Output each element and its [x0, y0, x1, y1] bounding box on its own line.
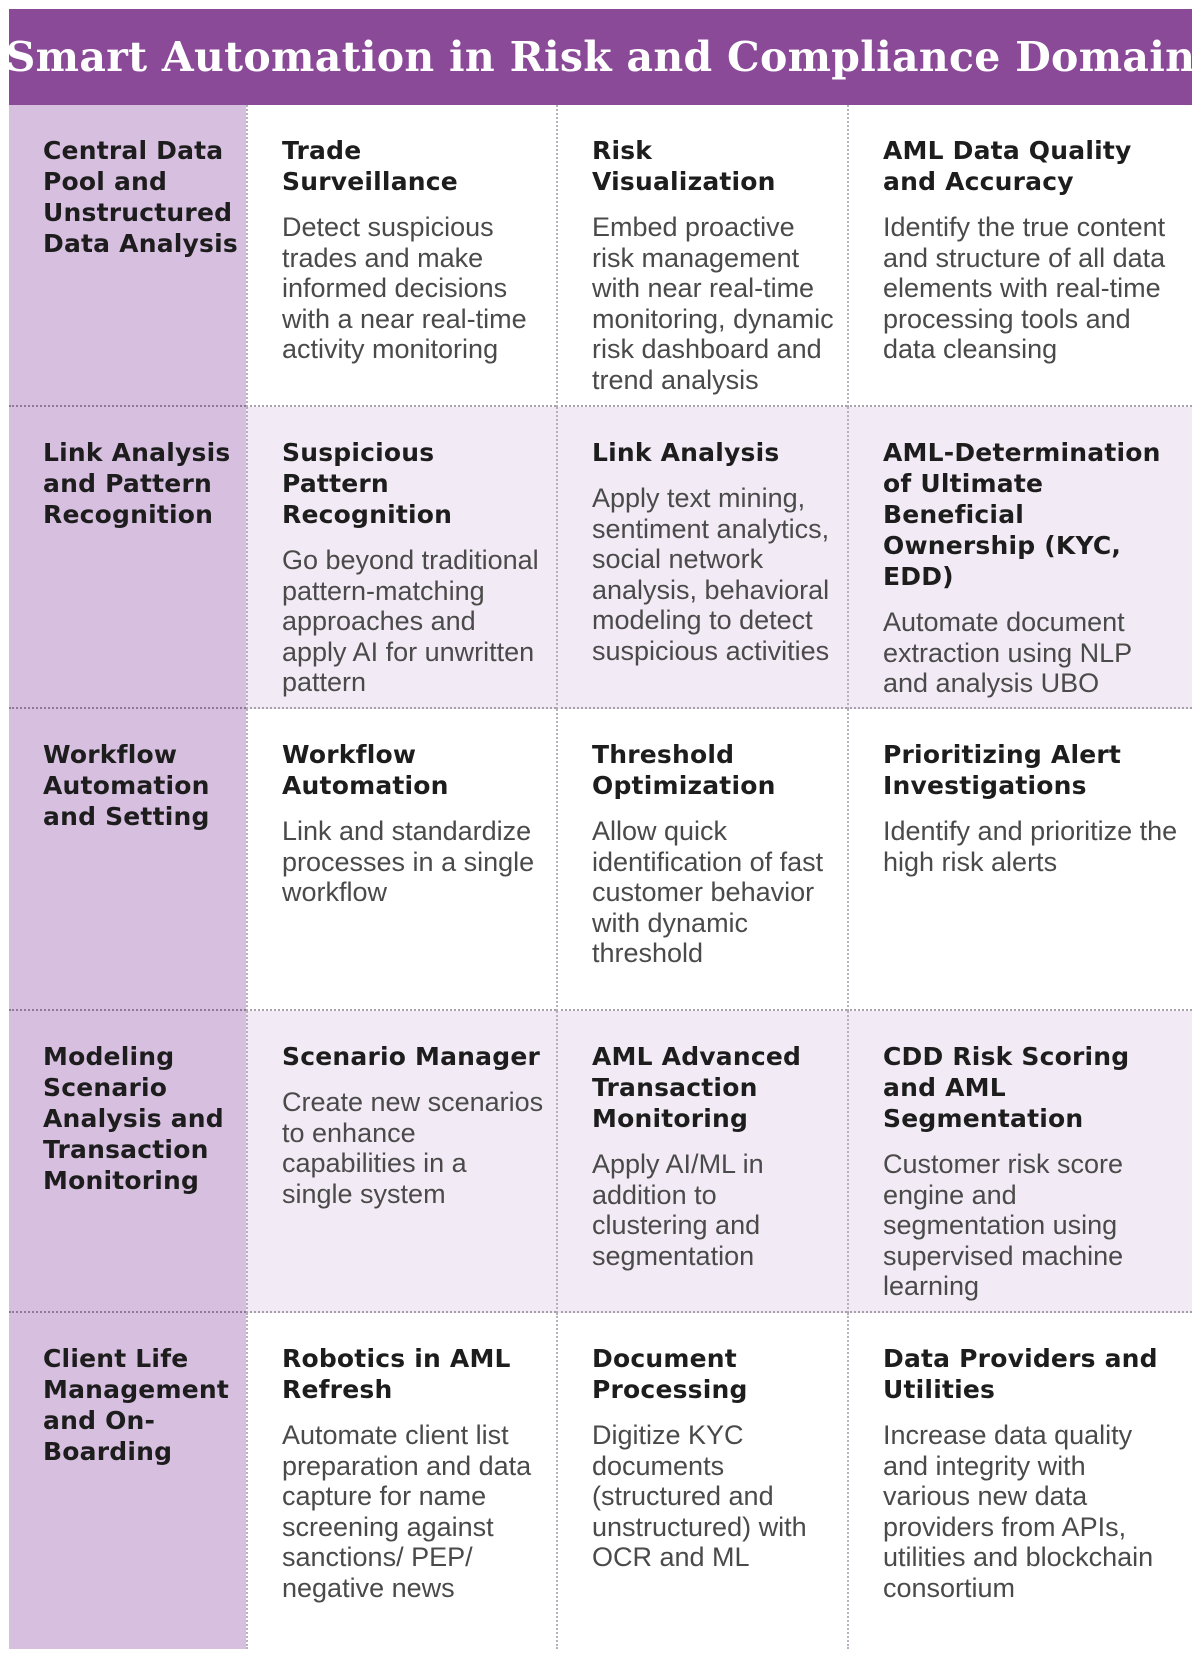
capability-title: Trade Surveillance	[282, 136, 458, 196]
capability-description: Link and standardize processes in a single workflow	[282, 816, 535, 907]
capability-card	[847, 105, 1192, 407]
infographic	[5, 9, 1196, 1649]
capability-card	[246, 1011, 556, 1313]
category-cell	[9, 407, 246, 709]
capability-card	[556, 1011, 847, 1313]
category-label: Workflow Automation and Setting	[43, 740, 210, 831]
capability-card	[246, 709, 556, 1011]
capability-description: Apply text mining, sentiment analytics, social network analysis, behavioral modeling to detect suspicious activities	[592, 483, 830, 666]
capability-title: AML Advanced Transaction Monitoring	[592, 1042, 802, 1133]
category-label: Link Analysis and Pattern Recognition	[43, 438, 231, 529]
capability-title: Document Processing	[592, 1344, 748, 1404]
category-cell	[9, 709, 246, 1011]
capability-description: Allow quick identification of fast customer behavior with dynamic threshold	[592, 816, 824, 968]
capability-title: AML-Determination of Ultimate Beneficial Ownership (KYC, EDD)	[883, 438, 1161, 591]
category-cell	[9, 1011, 246, 1313]
capability-description: Detect suspicious trades and make informed decisions with a near real-time activity monitoring	[282, 212, 527, 364]
capability-card	[847, 407, 1192, 709]
category-label: Central Data Pool and Unstructured Data Analysis	[43, 136, 238, 258]
capability-description: Apply AI/ML in addition to clustering and segmentation	[592, 1149, 764, 1271]
grid-row	[9, 1313, 1192, 1649]
capability-title: Prioritizing Alert Investigations	[883, 740, 1122, 800]
capability-card	[246, 407, 556, 709]
category-cell	[9, 105, 246, 407]
capability-description: Go beyond traditional pattern-matching approaches and apply AI for unwritten pattern	[282, 545, 539, 697]
title-banner	[5, 9, 1196, 105]
capability-card	[246, 105, 556, 407]
grid-row	[9, 1011, 1192, 1313]
capability-description: Customer risk score engine and segmentation using supervised machine learning	[883, 1149, 1124, 1301]
capability-title: CDD Risk Scoring and AML Segmentation	[883, 1042, 1130, 1133]
capability-description: Create new scenarios to enhance capabilities in a single system	[282, 1087, 544, 1209]
grid-row	[9, 709, 1192, 1011]
capability-title: Threshold Optimization	[592, 740, 776, 800]
capability-card	[556, 407, 847, 709]
capability-grid	[9, 105, 1192, 1649]
capability-description: Identify the true content and structure of all data elements with real-time processing tools and data cleansing	[883, 212, 1166, 364]
capability-description: Increase data quality and integrity with various new data providers from APIs, utilities and blockchain consortium	[883, 1420, 1154, 1603]
capability-description: Digitize KYC documents (structured and unstructured) with OCR and ML	[592, 1420, 807, 1572]
capability-description: Identify and prioritize the high risk alerts	[883, 816, 1178, 877]
category-cell	[9, 1313, 246, 1649]
capability-title: Data Providers and Utilities	[883, 1344, 1158, 1404]
capability-title: AML Data Quality and Accuracy	[883, 136, 1132, 196]
capability-card	[556, 709, 847, 1011]
capability-title: Risk Visualization	[592, 136, 776, 196]
grid-row	[9, 105, 1192, 407]
capability-card	[847, 1313, 1192, 1649]
capability-title: Suspicious Pattern Recognition	[282, 438, 453, 529]
capability-title: Workflow Automation	[282, 740, 449, 800]
grid-row	[9, 407, 1192, 709]
capability-title: Link Analysis	[592, 438, 780, 467]
capability-title: Robotics in AML Refresh	[282, 1344, 511, 1404]
capability-card	[556, 105, 847, 407]
capability-description: Automate client list preparation and data capture for name screening against sanctions/ PEP/ negative news	[282, 1420, 532, 1603]
capability-card	[847, 709, 1192, 1011]
capability-card	[556, 1313, 847, 1649]
capability-title: Scenario Manager	[282, 1042, 541, 1071]
page-title: Smart Automation in Risk and Compliance Domain	[5, 33, 1196, 81]
capability-card	[246, 1313, 556, 1649]
capability-description: Automate document extraction using NLP and analysis UBO	[883, 607, 1132, 698]
category-label: Client Life Management and On-Boarding	[43, 1344, 230, 1466]
category-label: Modeling Scenario Analysis and Transaction Monitoring	[43, 1042, 224, 1195]
capability-description: Embed proactive risk management with near real-time monitoring, dynamic risk dashboard and trend analysis	[592, 212, 834, 395]
capability-card	[847, 1011, 1192, 1313]
